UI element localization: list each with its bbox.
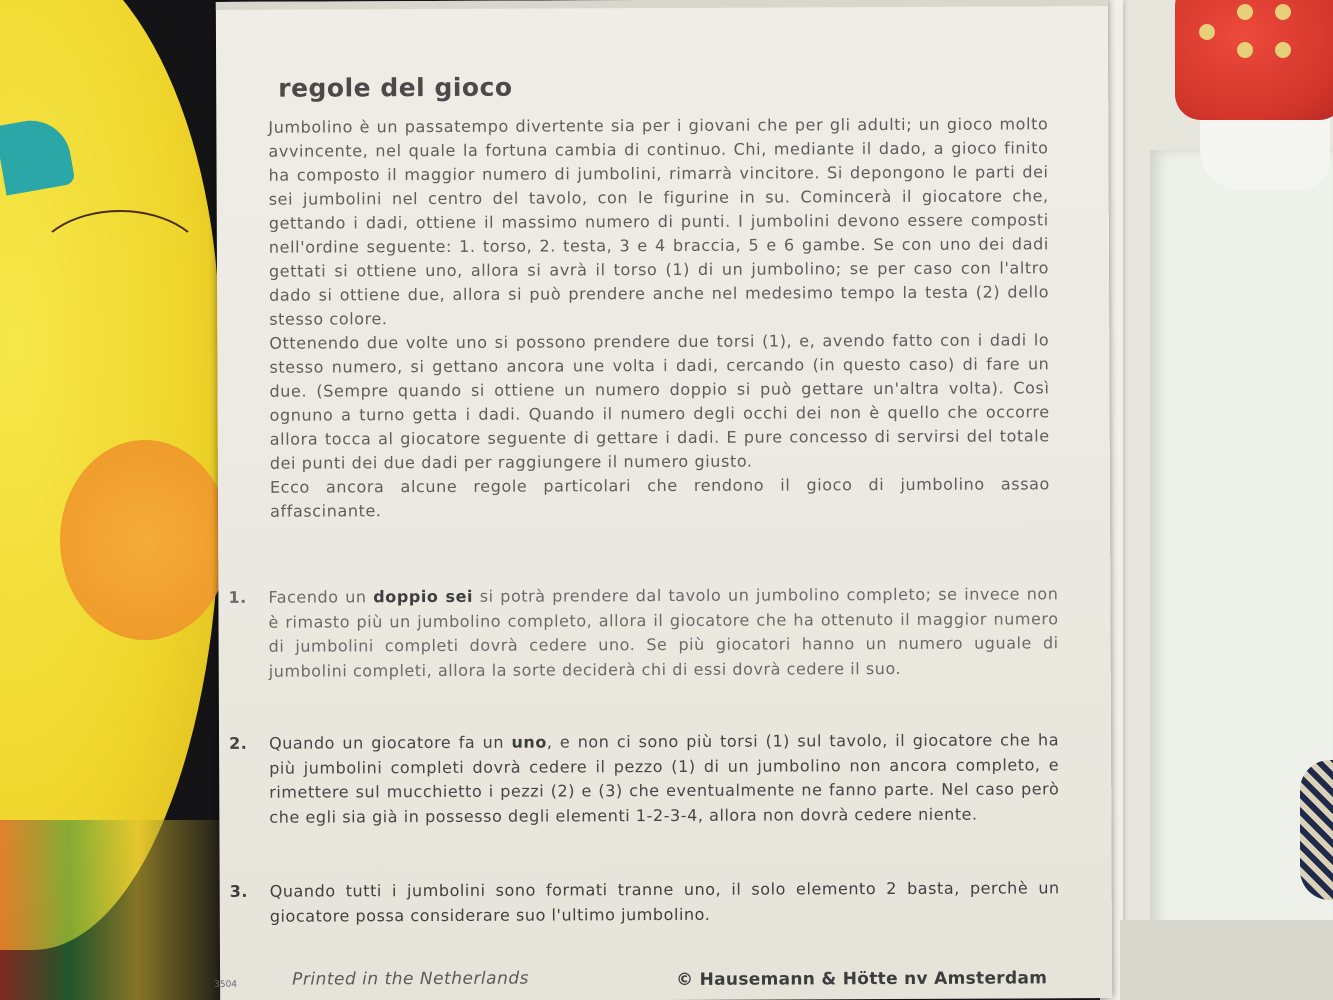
intro-paragraph-2: Ottenendo due volte uno si possono prendere due torsi (1), e, avendo fatto con i dadi lo stesso numero, si gettano ancora une volta i dadi, cercando (in questo caso) di fare un due. (Sempre quando si ottiene un numero doppio si può gettare un'altra volta). Così ognuno a turno getta i dadi. Quando il numero degli occhi dei non è quello che occorre allora tocca al giocatore seguente di gettare i dadi. E pure concesso di servirsi del totale dei punti dei due dadi per raggiungere il numero giusto. — [269, 330, 1050, 473]
print-code: 3504 — [214, 979, 238, 990]
sheet-fold — [216, 0, 1108, 10]
rule-text-part: , e non ci sono più torsi (1) sul tavolo, il giocatore che ha più jumbolini completi dovrà cedere il pezzo (1) di un jumbolino non ancora completo, e rimettere sul mucchietto i pezzi (2) e (3) che eventualmente ne fanno parte. Nel caso però che egli sia già in possesso degli elementi 1-2-3-4, allora non dovrà cedere niente. — [269, 730, 1060, 827]
die-pip — [1199, 24, 1215, 40]
rule-text-part: si potrà prendere dal tavolo un jumbolino completo; se invece non è rimasto più un jumbolino completo, allora il giocatore che ha ottenuto il maggior numero di jumbolini completi dovrà cedere uno. Se più giocatori hanno un numero uguale di jumbolini completi, allora la sorte deciderà chi di essi dovrà cedere il suo. — [268, 584, 1059, 681]
rule-text-part: Quando un giocatore fa un — [269, 732, 512, 753]
printed-in-note: Printed in the Netherlands — [292, 968, 530, 990]
rule-item-1 — [228, 582, 1058, 684]
sheet-footer — [214, 964, 1112, 998]
rule-text-part: Quando tutti i jumbolini sono formati tranne uno, il solo elemento 2 basta, perchè un giocatore possa considerare suo l'ultimo jumbolino. — [269, 878, 1060, 926]
game-box-bottom — [1120, 920, 1333, 1000]
intro-text — [268, 112, 1050, 523]
rule-number: 3. — [229, 881, 249, 901]
die-pip — [1237, 4, 1253, 20]
rule-text — [268, 582, 1058, 683]
rule-number: 2. — [229, 733, 248, 753]
intro-paragraph-3: Ecco ancora alcune regole particolari che rendono il gioco di jumbolino assao affascinante. — [269, 474, 1050, 521]
rule-text — [269, 728, 1059, 829]
rule-text-bold: uno — [511, 732, 547, 752]
die-pip — [1275, 42, 1291, 58]
page-title: regole del gioco — [278, 72, 513, 103]
die-pip — [1275, 4, 1291, 20]
game-board-color-strip — [0, 820, 230, 1000]
rule-text — [270, 876, 1060, 928]
rule-text-bold: doppio sei — [373, 586, 474, 607]
rule-item-2 — [229, 728, 1059, 830]
rule-number: 1. — [228, 587, 247, 607]
copyright-note: © Hausemann & Hötte nv Amsterdam — [676, 968, 1048, 990]
game-board-line — [30, 210, 210, 330]
die-pip — [1237, 42, 1253, 58]
rule-item-3 — [230, 876, 1060, 929]
rule-text-part: Facendo un — [268, 587, 374, 607]
die-holder — [1200, 110, 1330, 190]
red-die — [1175, 0, 1333, 120]
rules-sheet — [216, 0, 1112, 1000]
intro-paragraph-1: Jumbolino è un passatempo divertente sia per i giovani che per gli adulti; un gioco molto avvincente, nel quale la fortuna cambia di continuo. Chi, mediante il dado, a gioco finito ha composto il maggior numero di jumbolini, rimarrà vincitore. Si depongono le parti dei sei jumbolini nel centro del tavolo, con le figurine in su. Comincerà il giocatore che, gettando i dadi, ottiene il massimo numero di punti. I jumbolini devono essere composti nell'ordine seguente: 1. torso, 2. testa, 3 e 4 braccia, 5 e 6 gambe. Se con uno dei dadi gettati si ottiene uno, allora si avrà il torso (1) di un jumbolino; se per caso con l'altro dado si ottiene due, allora si può prendere anche nel medesimo tempo la testa (2) dello stesso colore. — [268, 114, 1050, 329]
game-piece — [1300, 760, 1333, 900]
game-board-orange-circle — [60, 440, 230, 640]
